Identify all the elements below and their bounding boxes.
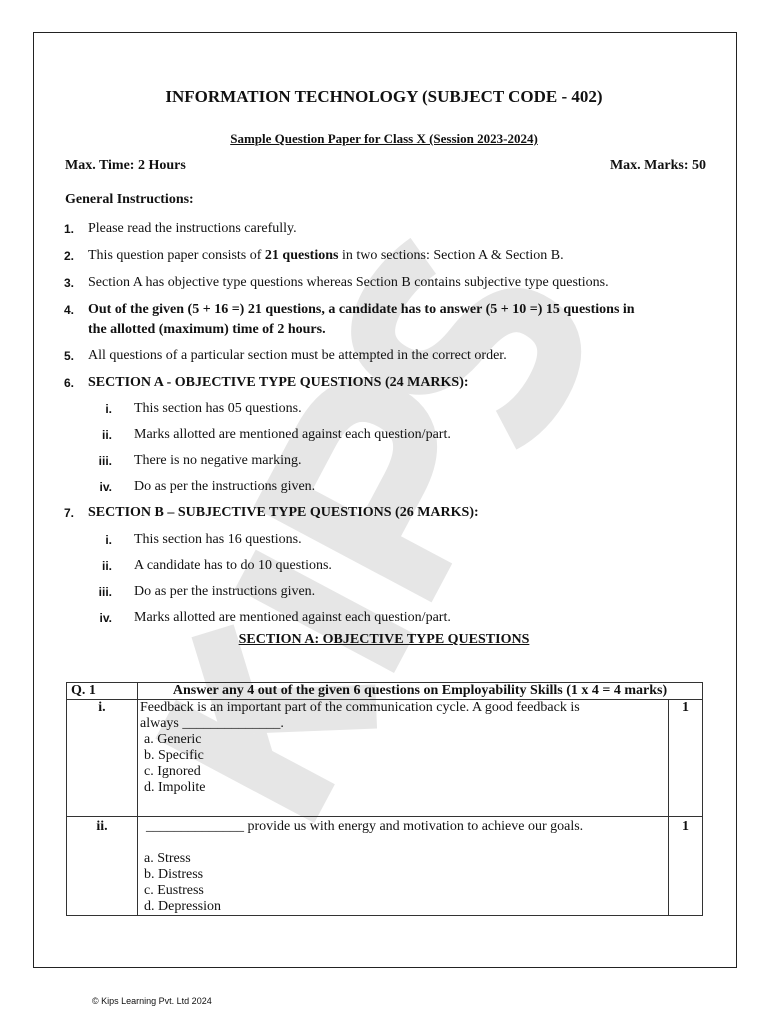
instruction-text: Please read the instructions carefully. [88,221,297,236]
bold-text: 21 questions [264,248,339,263]
option: b. Distress [144,867,204,882]
sub-text: This section has 16 questions. [134,532,302,547]
question-cell [138,817,669,916]
item-number: 2. [64,249,75,263]
sub-text: Do as per the instructions given. [134,584,316,599]
instruction-text: Out of the given (5 + 16 =) 21 questions, a candidate has to answer (5 + 10 =) 15 questions in [88,302,635,317]
marks: 1 [669,817,703,916]
question-number: Q. 1 [67,683,138,700]
question-header: Answer any 4 out of the given 6 questions on Employability Skills (1 x 4 = 4 marks) [138,683,703,700]
option: c. Ignored [144,764,201,779]
instruction-text: the allotted (maximum) time of 2 hours. [88,322,326,337]
question-text: ______________ provide us with energy and motivation to achieve our goals. [146,819,584,834]
section-a-heading: SECTION A: OBJECTIVE TYPE QUESTIONS [238,632,530,647]
question-cell [138,700,669,817]
question-text: Feedback is an important part of the communication cycle. A good feedback is [140,700,580,715]
questions-table [66,682,703,916]
sub-number: iv. [99,611,112,625]
sub-number: i. [105,533,112,547]
marks: 1 [669,700,703,817]
paper-title: INFORMATION TECHNOLOGY (SUBJECT CODE - 402) [165,87,603,106]
option: d. Depression [144,899,221,914]
max-marks: Max. Marks: 50 [609,158,706,173]
sub-text: This section has 05 questions. [134,401,302,416]
footer-copyright: © Kips Learning Pvt. Ltd 2024 [92,996,212,1006]
sub-number: i. [105,402,112,416]
option: a. Stress [144,851,191,866]
instruction-text: All questions of a particular section must be attempted in the correct order. [88,348,507,363]
option: c. Eustress [144,883,204,898]
instruction-text: Section A has objective type questions whereas Section B contains subjective type questions. [88,275,609,290]
table-row [67,817,703,916]
sub-question-number: ii. [67,817,138,916]
sub-number: ii. [101,559,112,573]
sub-text: There is no negative marking. [134,453,302,468]
text-part: in two sections: Section A & Section B. [338,248,564,263]
sub-number: iv. [99,480,112,494]
sub-number: iii. [98,585,112,599]
option: d. Impolite [144,780,206,795]
item-number: 7. [64,506,75,520]
item-number: 3. [64,276,75,290]
question-text: always ______________. [140,716,284,731]
sub-text: Marks allotted are mentioned against each question/part. [134,610,451,625]
general-instructions-heading: General Instructions: [65,192,194,207]
table-row [67,700,703,817]
item-number: 6. [64,376,75,390]
max-time: Max. Time: 2 Hours [65,158,186,173]
option: b. Specific [144,748,204,763]
paper-subtitle: Sample Question Paper for Class X (Session 2023-2024) [230,131,538,146]
option: a. Generic [144,732,202,747]
item-number: 1. [64,222,75,236]
sub-text: Do as per the instructions given. [134,479,316,494]
sub-number: iii. [98,454,112,468]
text-part: This question paper consists of [88,248,265,263]
instruction-text [88,248,564,264]
section-a-instruction: SECTION A - OBJECTIVE TYPE QUESTIONS (24 MARKS): [88,375,469,390]
table-header-row [67,683,703,700]
item-number: 4. [64,303,75,317]
sub-question-number: i. [67,700,138,817]
sub-number: ii. [101,428,112,442]
sub-text: Marks allotted are mentioned against each question/part. [134,427,451,442]
item-number: 5. [64,349,75,363]
sub-text: A candidate has to do 10 questions. [134,558,332,573]
section-b-instruction: SECTION B – SUBJECTIVE TYPE QUESTIONS (26 MARKS): [88,505,479,520]
